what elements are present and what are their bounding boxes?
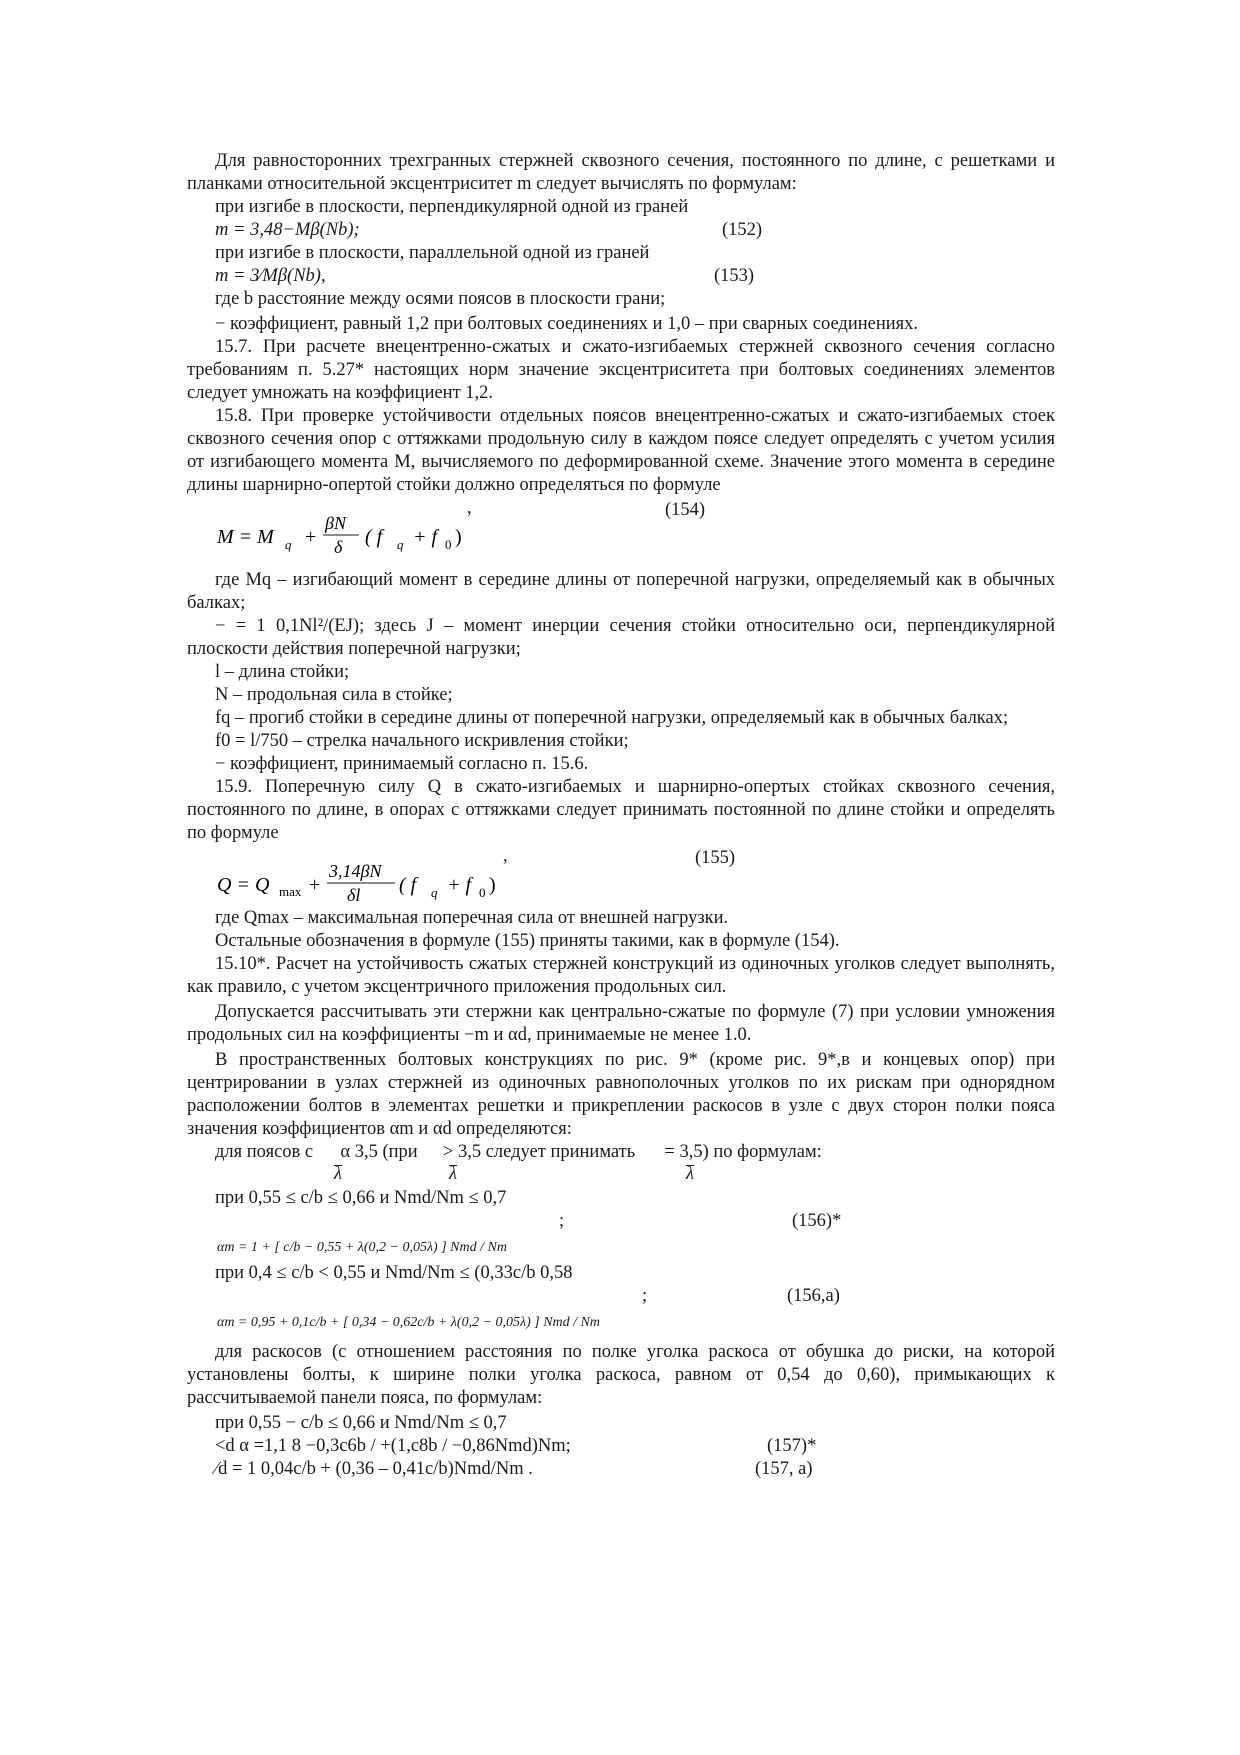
def-n: N – продольная сила в стойке;: [215, 685, 453, 705]
paragraph-intro: Для равносторонних трехгранных стержней сквозного сечения, постоянного по длине, с решетками и планками относительной эксцентриситет m следует вычислять по формулам:: [187, 151, 1055, 194]
lambda-symbol-2: λ: [449, 1164, 458, 1184]
formula-152-number: (152): [722, 220, 763, 240]
formula-154-number: (154): [665, 500, 706, 520]
formula-156a-expression: αm = 0,95 + 0,1c/b + [ 0,34 − 0,62c/b + λ(0,2 − 0,05λ) ] Nmd / Nm: [217, 1315, 600, 1330]
f155-close: ): [489, 874, 496, 896]
lambda-condition-line: [187, 1141, 1055, 1187]
formula-153-number: (153): [714, 266, 755, 286]
formula-157a-text: ⁄d = 1 0,04c/b + (0,36 – 0,41c/b)Nmd/Nm .: [215, 1459, 533, 1479]
formula-156-semicolon: ;: [559, 1211, 565, 1231]
formula-153-text: m = 3⁄Mβ(Nb),: [215, 266, 326, 286]
line-def-coefficient: − коэффициент, равный 1,2 при болтовых соединениях и 1,0 – при сварных соединениях.: [215, 314, 919, 334]
formula-155: [187, 845, 1055, 905]
condition-156a: при 0,4 ≤ c/b < 0,55 и Nmd/Nm ≤ (0,33c/b 0,58: [215, 1263, 573, 1283]
def-beta: − коэффициент, принимаемый согласно п. 15.6.: [215, 754, 589, 774]
f155-plus: +: [309, 874, 321, 896]
def-other: Остальные обозначения в формуле (155) приняты такими, как в формуле (154).: [215, 931, 840, 951]
formula-157-number: (157)*: [767, 1436, 817, 1456]
def-mq: где Mq – изгибающий момент в середине длины от поперечной нагрузки, определяемый как в обычных балках;: [187, 570, 1055, 613]
lambda-line-text: [215, 1141, 822, 1164]
paragraph-spatial: В пространственных болтовых конструкциях по рис. 9* (кроме рис. 9*,в и концевых опор) при центрировании в узлах стержней из одиночных равнополочных уголков по их рискам при однорядном расположении болтов в элементах решетки и прикреплении раскосов в узле с двух сторон полки пояса значения коэффициентов αm и αd определяются:: [187, 1050, 1055, 1139]
formula-156a-number: (156,а): [787, 1286, 840, 1306]
f155-rest: ( f: [399, 874, 417, 896]
def-l: l – длина стойки;: [215, 662, 350, 682]
f155-sub-max: max: [279, 884, 302, 899]
paragraph-braces: для раскосов (с отношением расстояния по полке уголка раскоса от обушка до риски, на которой установлены болты, к ширине полки уголка раскоса, равном от 0,54 до 0,60), примыкающих к рассчитываемой панели пояса, по формулам:: [187, 1342, 1055, 1408]
formula-156a-semicolon: ;: [642, 1286, 648, 1306]
lambda-symbol-1: λ: [334, 1164, 343, 1184]
formula-156a: [187, 1285, 1055, 1333]
condition-156: при 0,55 ≤ c/b ≤ 0,66 и Nmd/Nm ≤ 0,7: [215, 1188, 507, 1208]
def-delta: − = 1 0,1Nl²/(EJ); здесь J – момент инерции сечения стойки относительно оси, перпендикулярной плоскости действия поперечной нагрузки;: [187, 616, 1055, 659]
section-15-9: 15.9. Поперечную силу Q в сжато-изгибаемых и шарнирно-опертых стойках сквозного сечения, постоянного по длине, в опорах с оттяжками следует принимать постоянной по длине стойки и определять по формуле: [187, 777, 1055, 843]
def-qmax: где Qmax – максимальная поперечная сила от внешней нагрузки.: [215, 908, 729, 928]
lambda-text-a: для поясов с: [215, 1142, 314, 1162]
document-page: [187, 150, 1055, 1481]
lambda-text-b: α 3,5 (при: [340, 1142, 418, 1162]
f154-sub-q2: q: [397, 537, 404, 552]
formula-157a: [187, 1458, 1055, 1481]
section-15-10: 15.10*. Расчет на устойчивость сжатых стержней конструкций из одиночных уголков следует выполнять, как правило, с учетом эксцентричного приложения продольных сил.: [187, 954, 1055, 997]
f154-num: βN: [325, 513, 346, 533]
f155-rest2: + f: [447, 874, 472, 896]
f155-den: δl: [347, 885, 361, 905]
formula-154-graphic: [217, 511, 517, 557]
formula-156-number: (156)*: [792, 1211, 842, 1231]
lambda-text-c: > 3,5 следует принимать: [442, 1142, 636, 1162]
formula-152: [187, 219, 1055, 242]
line-case-perpendicular: при изгибе в плоскости, перпендикулярной одной из граней: [215, 197, 689, 217]
line-def-b: где b расстояние между осями поясов в плоскости грани;: [215, 289, 666, 309]
condition-157: при 0,55 − c/b ≤ 0,66 и Nmd/Nm ≤ 0,7: [215, 1413, 507, 1433]
formula-155-comma: ,: [503, 846, 508, 866]
formula-154-comma: ,: [467, 498, 472, 518]
formula-155-number: (155): [695, 848, 736, 868]
formula-152-text: m = 3,48−Mβ(Nb);: [215, 220, 360, 240]
formula-154: [187, 497, 1055, 557]
section-15-7: 15.7. При расчете внецентренно-сжатых и сжато-изгибаемых стержней сквозного сечения согласно требованиям п. 5.27* настоящих норм значение эксцентриситета при болтовых соединениях элементов следует умножать на коэффициент 1,2.: [187, 337, 1055, 403]
lambda-symbol-3: λ: [686, 1164, 695, 1184]
f154-sub-0: 0: [445, 537, 452, 552]
lambda-text-d: = 3,5) по формулам:: [664, 1142, 822, 1162]
formula-157: [187, 1435, 1055, 1458]
f154-den: δ: [334, 537, 343, 557]
f155-num: 3,14βN: [329, 861, 382, 881]
formula-157a-number: (157, а): [755, 1459, 813, 1479]
formula-155-graphic: [217, 859, 537, 905]
section-15-8: 15.8. При проверке устойчивости отдельных поясов внецентренно-сжатых и сжато-изгибаемых стоек сквозного сечения опор с оттяжками продольную силу в каждом поясе следует определять с учетом усилия от изгибающего момента M, вычисляемого по деформированной схеме. Значение этого момента в середине длины шарнирно-опертой стойки должно определяться по формуле: [187, 406, 1055, 495]
f155-lhs: Q = Q: [217, 874, 270, 896]
def-fq: fq – прогиб стойки в середине длины от поперечной нагрузки, определяемый как в обычных балках;: [215, 708, 1009, 728]
formula-156-expression: αm = 1 + [ c/b − 0,55 + λ(0,2 − 0,05λ) ] Nmd / Nm: [217, 1240, 507, 1255]
f154-close: ): [455, 526, 462, 548]
formula-156: [187, 1210, 1055, 1258]
f154-sub-q: q: [285, 537, 292, 552]
f154-lhs: M = M: [217, 526, 274, 548]
line-case-parallel: при изгибе в плоскости, параллельной одной из граней: [215, 243, 650, 263]
formula-157-text: <d α =1,1 8 −0,3c6b / +(1,c8b / −0,86Nmd)Nm;: [215, 1436, 571, 1456]
f154-rest2: + f: [413, 526, 438, 548]
f154-rest: ( f: [365, 526, 383, 548]
formula-153: [187, 265, 1055, 288]
f155-sub-q: q: [431, 885, 438, 900]
def-f0: f0 = l/750 – стрелка начального искривления стойки;: [215, 731, 629, 751]
f155-sub-0: 0: [479, 885, 486, 900]
f154-plus: +: [305, 526, 317, 548]
paragraph-allow: Допускается рассчитывать эти стержни как центрально-сжатые по формуле (7) при условии умножения продольных сил на коэффициенты −m и αd, принимаемые не менее 1.0.: [187, 1002, 1055, 1045]
